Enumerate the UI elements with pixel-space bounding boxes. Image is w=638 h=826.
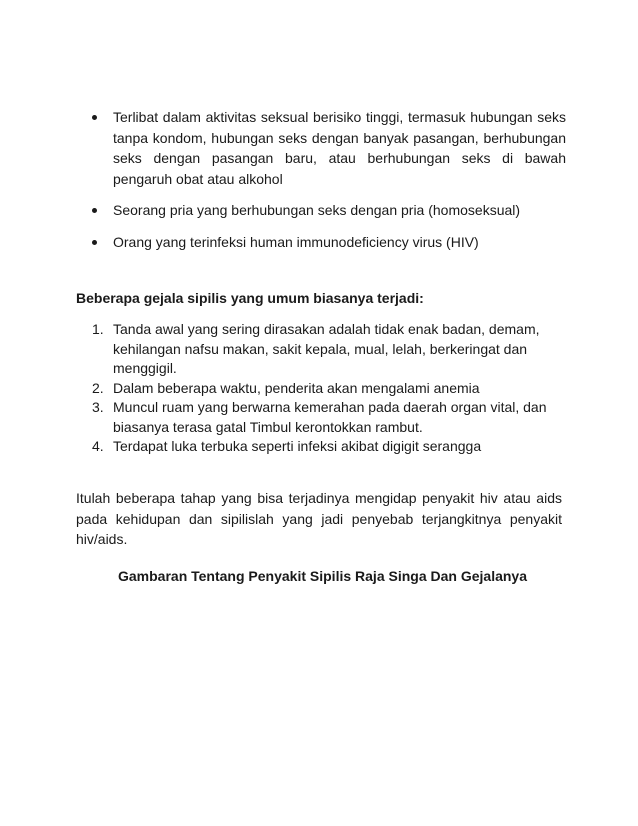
section-heading: Beberapa gejala sipilis yang umum biasanya terjadi: [76,290,424,306]
list-item-text: Tanda awal yang sering dirasakan adalah tidak enak badan, demam, kehilangan nafsu makan, sakit kepala, mual, lelah, berkeringat dan menggigil. [113,321,540,376]
list-item [76,437,566,457]
list-item-text: Orang yang terinfeksi human immunodeficiency virus (HIV) [113,233,479,250]
list-item-text: Dalam beberapa waktu, penderita akan mengalami anemia [113,379,480,396]
list-item [76,232,566,253]
list-item-text: Seorang pria yang berhubungan seks dengan pria (homoseksual) [113,202,521,218]
list-item [76,398,566,437]
list-item [76,107,566,189]
list-number: 2. [92,379,104,396]
list-item-text: Muncul ruam yang berwarna kemerahan pada daerah organ vital, dan biasanya terasa gatal Timbul kerontokkan rambut. [113,399,547,435]
list-item [76,320,566,379]
list-item-text: Terlibat dalam aktivitas seksual berisiko tinggi, termasuk hubungan seks tanpa kondom, hubungan seks dengan banyak pasangan, berhubungan seks dengan pasangan baru, atau berhubungan seks di bawah pengaruh obat atau alkohol [113,109,566,187]
risk-factor-list [76,107,566,263]
list-item-text: Terdapat luka terbuka seperti infeksi akibat digigit serangga [113,438,482,454]
symptom-list [76,320,566,457]
list-number: 3. [92,399,104,415]
page-title: Gambaran Tentang Penyakit Sipilis Raja Singa Dan Gejalanya [118,568,527,584]
bullet-icon [92,208,97,213]
list-number: 1. [92,321,104,337]
list-number: 4. [92,438,104,454]
list-item [76,379,566,399]
bullet-icon [92,240,97,245]
closing-paragraph: Itulah beberapa tahap yang bisa terjadinya mengidap penyakit hiv atau aids pada kehidupan dan sipilislah yang jadi penyebab terjangkitnya penyakit hiv/aids. [76,490,562,547]
list-item [76,200,566,221]
bullet-icon [92,115,97,120]
